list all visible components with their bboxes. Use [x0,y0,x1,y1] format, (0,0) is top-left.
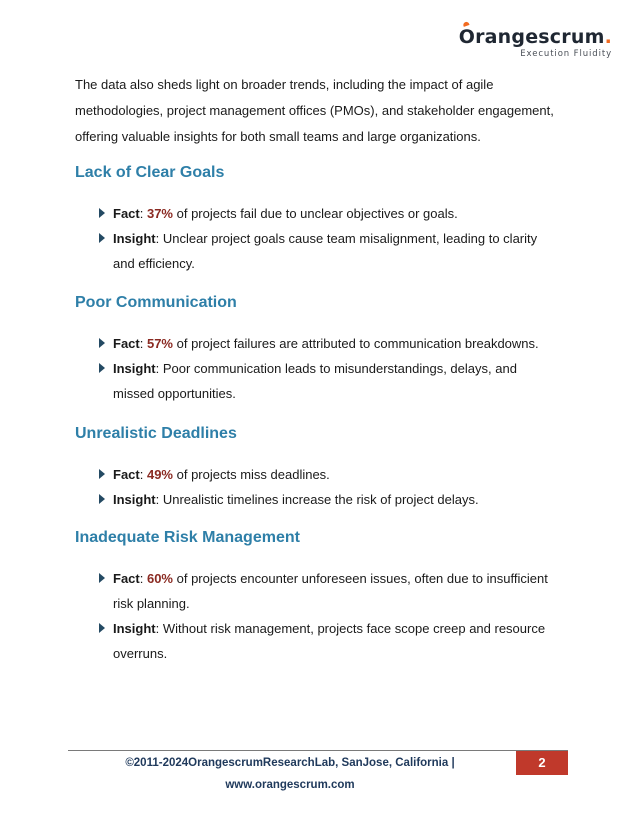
section-heading: Inadequate Risk Management [75,529,300,546]
insight-label: Insight [113,361,156,376]
fact-percent: 49% [146,467,173,482]
fact-percent: 37% [146,206,173,221]
footer-copyright: ©2011-2024OrangescrumResearchLab, SanJose, California | www.orangescrum.com [125,757,455,791]
fact-text: of projects miss deadlines. [173,467,330,482]
fact-label: Fact [113,206,140,221]
bullet-triangle-icon [99,363,105,373]
fact-percent: 60% [146,571,173,586]
bullet-triangle-icon [99,573,105,583]
section-items [75,566,575,666]
insight-item [75,616,553,666]
insight-text: : Unrealistic timelines increase the risk of project delays. [155,492,479,507]
fact-percent: 57% [146,336,173,351]
fact-item: Fact: 57% of project failures are attributed to communication breakdowns. [75,331,553,356]
bullet-triangle-icon [99,469,105,479]
bullet-triangle-icon [99,623,105,633]
section-heading: Unrealistic Deadlines [75,425,237,442]
fact-text: of projects encounter unforeseen issues, often due to insufficient risk planning. [113,571,548,611]
bullet-triangle-icon [99,233,105,243]
fact-label: Fact [113,467,140,482]
insight-item [75,487,553,512]
fact-text: of project failures are attributed to communication breakdowns. [173,336,539,351]
insight-item [75,226,553,276]
section-unrealistic-deadlines [75,424,575,512]
insight-text: : Without risk management, projects face scope creep and resource overruns. [113,621,546,661]
insight-item [75,356,553,406]
logo-dot: . [604,26,612,48]
footer-divider [68,750,568,751]
section-heading: Lack of Clear Goals [75,164,225,181]
section-lack-of-clear-goals [75,163,575,276]
section-items [75,462,575,512]
fact-text: of projects fail due to unclear objectives or goals. [173,206,458,221]
logo-wordmark [459,26,612,48]
fact-item: Fact: 37% of projects fail due to unclear objectives or goals. [75,201,553,226]
fact-label: Fact [113,571,140,586]
orangescrum-logo [459,26,612,59]
insight-text: : Poor communication leads to misunderstandings, delays, and missed opportunities. [113,361,517,401]
section-items [75,331,575,406]
insight-label: Insight [113,492,156,507]
bullet-triangle-icon [99,208,105,218]
logo-name-rest: rangescrum [475,26,605,48]
insight-text: : Unclear project goals cause team misalignment, leading to clarity and efficiency. [113,231,538,271]
section-inadequate-risk-management [75,528,575,666]
bullet-triangle-icon [99,338,105,348]
section-poor-communication [75,293,575,406]
insight-label: Insight [113,621,156,636]
section-items [75,201,575,276]
bullet-triangle-icon [99,494,105,504]
section-heading: Poor Communication [75,294,237,311]
logo-tagline: Execution Fluidity [520,49,612,59]
logo-letter-o: O [458,26,476,48]
fact-item: Fact: 49% of projects miss deadlines. [75,462,553,487]
fact-label: Fact [113,336,140,351]
fact-item: Fact: 60% of projects encounter unforeseen issues, often due to insufficient risk planning. [75,566,553,616]
page-number-badge: 2 [516,751,568,775]
insight-label: Insight [113,231,156,246]
intro-paragraph: The data also sheds light on broader trends, including the impact of agile methodologies, project management offices (PMOs), and stakeholder engagement, offering valuable insights for both small teams and large organizations. [75,77,554,144]
